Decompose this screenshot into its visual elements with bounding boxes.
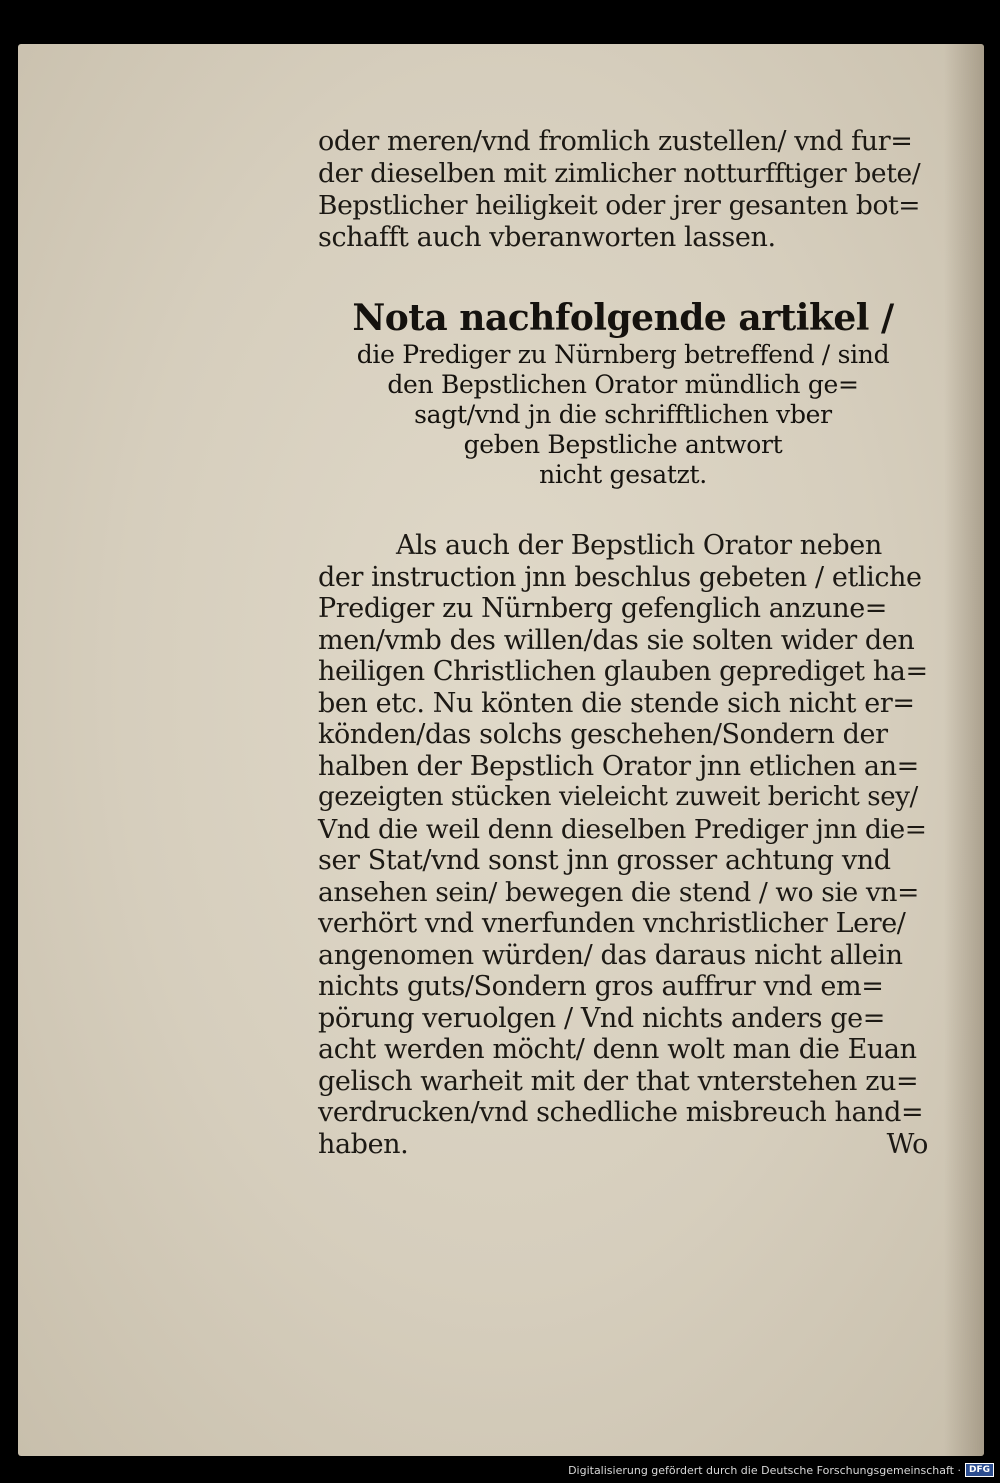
- heading-line: die Prediger zu Nürnberg betreffend / sind: [356, 340, 890, 369]
- catchword: Wo: [886, 1128, 928, 1160]
- text-line: könden/das solchs geschehen/Sondern der: [318, 719, 888, 750]
- text-line: angenomen würden/ das daraus nicht allein: [318, 939, 903, 971]
- text-line: verdrucken/vnd schedliche misbreuch hand=: [318, 1097, 924, 1128]
- text-line: ser Stat/vnd sonst jnn grosser achtung vnd: [318, 845, 891, 876]
- text-line: acht werden möcht/ denn wolt man die Euan: [318, 1034, 917, 1065]
- text-line: Als auch der Bepstlich Orator neben: [396, 530, 882, 561]
- text-line: pörung veruolgen / Vnd nichts anders ge=: [318, 1002, 885, 1034]
- text-line: nichts guts/Sondern gros auffrur vnd em=: [318, 971, 884, 1002]
- page-gutter-shadow: [944, 44, 984, 1456]
- text-line: ben etc. Nu könten die stende sich nicht er=: [318, 687, 915, 719]
- text-line: verhört vnd vnerfunden vnchristlicher Lere/: [318, 908, 906, 939]
- heading-line: sagt/vnd jn die schrifftlichen vber: [414, 400, 832, 429]
- text-line: gelisch warheit mit der that vnterstehen zu=: [318, 1065, 919, 1097]
- text-line: Bepstlicher heiligkeit oder jrer gesanten bot=: [318, 190, 921, 221]
- text-line: oder meren/vnd fromlich zustellen/ vnd fur=: [318, 126, 913, 157]
- credit-text: Digitalisierung gefördert durch die Deutsche Forschungsgemeinschaft ·: [568, 1463, 961, 1477]
- top-paragraph: [318, 126, 928, 254]
- book-page: [18, 44, 984, 1456]
- text-line: ansehen sein/ bewegen die stend / wo sie vn=: [318, 876, 919, 908]
- digitization-credit: [568, 1463, 994, 1477]
- heading-title: Nota nachfolgende artikel /: [352, 297, 894, 339]
- text-line: Vnd die weil denn dieselben Prediger jnn die=: [318, 813, 927, 845]
- text-line: schafft auch vberanworten lassen.: [318, 222, 776, 253]
- text-line-end: haben.: [318, 1128, 409, 1160]
- text-line-last: [318, 1129, 928, 1161]
- text-line: halben der Bepstlich Orator jnn etlichen an=: [318, 750, 919, 782]
- heading-line: den Bepstlichen Orator mündlich ge=: [387, 370, 859, 399]
- text-line: der dieselben mit zimlicher notturfftiger bete/: [318, 158, 921, 189]
- text-line: Prediger zu Nürnberg gefenglich anzune=: [318, 593, 888, 624]
- text-line: men/vmb des willen/das sie solten wider den: [318, 624, 915, 656]
- dfg-logo: DFG: [965, 1463, 994, 1477]
- body-paragraph: [318, 530, 928, 1160]
- heading-line: geben Bepstliche antwort: [463, 430, 783, 459]
- text-line: heiligen Christlichen glauben geprediget ha=: [318, 656, 928, 687]
- text-line: der instruction jnn beschlus gebeten / etliche: [318, 561, 922, 593]
- heading-line: nicht gesatzt.: [539, 460, 707, 489]
- section-heading: [318, 296, 928, 490]
- text-line: gezeigten stücken vieleicht zuweit bericht sey/: [318, 782, 918, 812]
